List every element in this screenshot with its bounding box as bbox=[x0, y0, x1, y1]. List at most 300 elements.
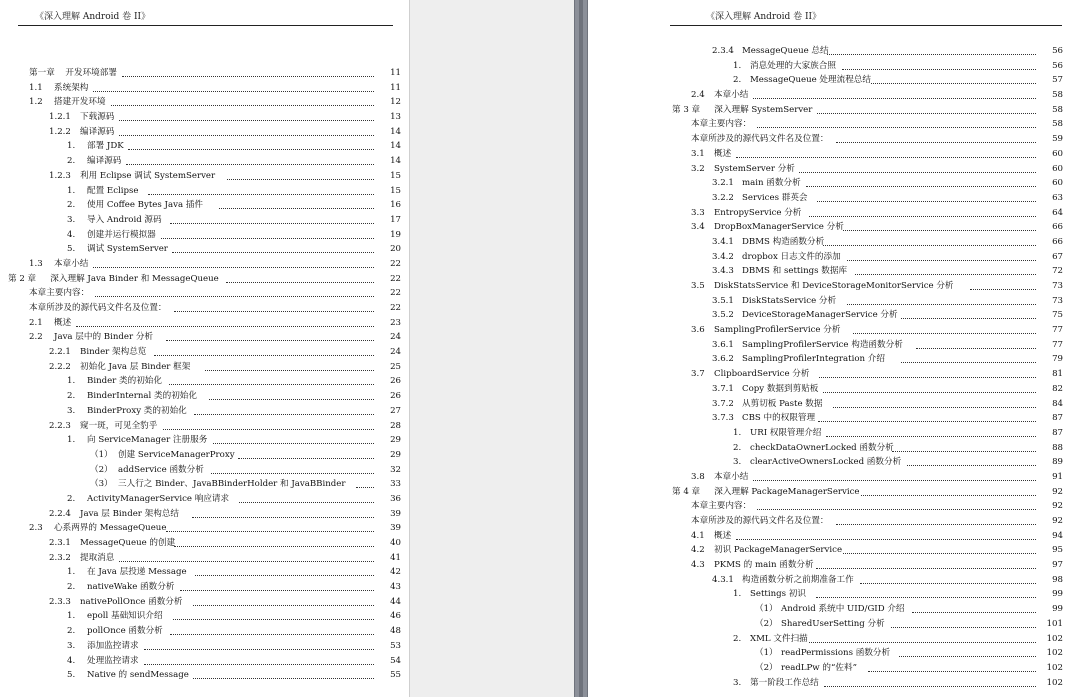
toc-entry-number: 3.2.1 bbox=[712, 178, 734, 189]
toc-entry-title: main 函数分析 bbox=[742, 178, 801, 189]
toc-entry-title: 三人行之 Binder、JavaBBinderHolder 和 JavaBBinder bbox=[118, 479, 346, 490]
toc-entry-number: 第 2 章 bbox=[8, 273, 37, 284]
toc-entry[interactable] bbox=[0, 492, 401, 507]
toc-entry-number: 1.2 bbox=[29, 97, 43, 108]
toc-entry-title: URI 权限管理介绍 bbox=[750, 427, 822, 438]
toc-entry-title: DBMS 和 settings 数据库 bbox=[742, 266, 848, 277]
toc-entry[interactable] bbox=[588, 426, 1063, 441]
toc-entry-page: 36 bbox=[390, 493, 401, 504]
toc-entry[interactable] bbox=[588, 73, 1063, 88]
toc-entry-page: 98 bbox=[1052, 574, 1063, 585]
page-header: 《深入理解 Android 卷 II》 bbox=[706, 12, 822, 22]
toc-entry[interactable] bbox=[588, 587, 1063, 602]
toc-leader-dots bbox=[144, 654, 374, 669]
toc-entry-number: 3.5.2 bbox=[712, 310, 734, 321]
toc-entry[interactable] bbox=[588, 308, 1063, 323]
toc-entry[interactable] bbox=[588, 279, 1063, 294]
toc-entry-page: 55 bbox=[390, 670, 401, 681]
toc-entry-page: 22 bbox=[390, 258, 401, 269]
toc-entry-title: 本章小结 bbox=[54, 258, 89, 269]
toc-entry-page: 26 bbox=[390, 391, 401, 402]
toc-entry-title: 编译源码 bbox=[87, 156, 122, 167]
toc-entry[interactable] bbox=[0, 507, 401, 522]
toc-leader-dots bbox=[205, 360, 374, 375]
toc-entry-number: 2.3.3 bbox=[49, 596, 71, 607]
toc-entry-page: 41 bbox=[390, 552, 401, 563]
toc-leader-dots bbox=[122, 66, 374, 81]
toc-entry-title: Copy 数据到剪贴板 bbox=[742, 383, 819, 394]
toc-entry-number: 3.4.2 bbox=[712, 251, 734, 262]
toc-entry-title: 创建并运行模拟器 bbox=[87, 229, 156, 240]
toc-entry[interactable] bbox=[588, 235, 1063, 250]
toc-entry-number: 3.4.3 bbox=[712, 266, 734, 277]
toc-leader-dots bbox=[823, 382, 1036, 397]
toc-entry[interactable] bbox=[0, 477, 401, 492]
toc-entry[interactable] bbox=[588, 250, 1063, 265]
toc-entry[interactable] bbox=[0, 330, 401, 345]
toc-entry[interactable] bbox=[0, 257, 401, 272]
toc-entry[interactable] bbox=[588, 220, 1063, 235]
toc-leader-dots bbox=[213, 433, 374, 448]
toc-entry-number: 2.4 bbox=[691, 90, 705, 101]
toc-entry-number: 4.3 bbox=[691, 560, 705, 571]
toc-entry-page: 92 bbox=[1052, 486, 1063, 497]
toc-entry-number: 1. bbox=[67, 611, 76, 622]
toc-entry-page: 25 bbox=[390, 361, 401, 372]
toc-entry-page: 17 bbox=[390, 214, 401, 225]
toc-entry-page: 54 bbox=[390, 655, 401, 666]
toc-entry[interactable] bbox=[0, 668, 401, 683]
toc-entry-page: 27 bbox=[390, 405, 401, 416]
toc-leader-dots bbox=[170, 624, 374, 639]
toc-entry[interactable] bbox=[0, 433, 401, 448]
toc-leader-dots bbox=[119, 125, 374, 140]
toc-entry[interactable] bbox=[588, 676, 1063, 691]
toc-entry-number: （1） bbox=[90, 449, 113, 460]
toc-leader-dots bbox=[209, 389, 375, 404]
toc-entry-page: 81 bbox=[1052, 369, 1063, 380]
toc-entry-page: 101 bbox=[1046, 618, 1063, 629]
toc-entry-title: EntropyService 分析 bbox=[714, 207, 802, 218]
toc-entry-number: 2.3.2 bbox=[49, 552, 71, 563]
toc-entry-number: 1. bbox=[67, 141, 76, 152]
toc-entry-title: 概述 bbox=[714, 530, 732, 541]
toc-leader-dots bbox=[227, 169, 374, 184]
toc-entry-title: Binder 架构总览 bbox=[80, 347, 147, 358]
toc-entry-number: （2） bbox=[90, 464, 113, 475]
toc-leader-dots bbox=[128, 139, 374, 154]
toc-entry[interactable] bbox=[0, 536, 401, 551]
toc-entry[interactable] bbox=[588, 558, 1063, 573]
toc-entry[interactable] bbox=[0, 463, 401, 478]
toc-entry[interactable] bbox=[0, 242, 401, 257]
toc-entry-title: 本章小结 bbox=[714, 90, 749, 101]
toc-entry-number: 第 4 章 bbox=[672, 486, 701, 497]
toc-leader-dots bbox=[180, 580, 374, 595]
toc-entry[interactable] bbox=[0, 169, 401, 184]
toc-entry-title: Services 群英会 bbox=[742, 192, 808, 203]
toc-entry[interactable] bbox=[588, 382, 1063, 397]
toc-entry[interactable] bbox=[588, 88, 1063, 103]
toc-entry-title: 处理监控请求 bbox=[87, 655, 139, 666]
toc-leader-dots bbox=[356, 477, 374, 492]
toc-entry-page: 87 bbox=[1052, 413, 1063, 424]
toc-leader-dots bbox=[843, 220, 1036, 235]
toc-entry-title: DiskStatsService 和 DeviceStorageMonitorService 分析 bbox=[714, 281, 954, 291]
toc-entry-page: 58 bbox=[1052, 119, 1063, 130]
toc-entry[interactable] bbox=[0, 565, 401, 580]
toc-entry-title: 本章主要内容： bbox=[691, 501, 752, 512]
toc-entry-page: 22 bbox=[390, 273, 401, 284]
toc-leader-dots bbox=[211, 463, 374, 478]
toc-entry[interactable] bbox=[588, 132, 1063, 147]
toc-entry-page: 15 bbox=[390, 185, 401, 196]
toc-entry-number: 1. bbox=[733, 589, 742, 600]
toc-leader-dots bbox=[174, 536, 374, 551]
toc-entry-page: 97 bbox=[1052, 560, 1063, 571]
toc-entry[interactable] bbox=[0, 198, 401, 213]
toc-entry[interactable] bbox=[0, 404, 401, 419]
toc-entry[interactable] bbox=[588, 44, 1063, 59]
toc-leader-dots bbox=[855, 264, 1036, 279]
toc-leader-dots bbox=[970, 279, 1036, 294]
toc-entry-title: SharedUserSetting 分析 bbox=[781, 618, 885, 629]
header-rule bbox=[670, 25, 1062, 26]
toc-leader-dots bbox=[847, 294, 1036, 309]
toc-entry-title: MessageQueue 总结 bbox=[742, 46, 829, 56]
toc-entry-number: 1. bbox=[67, 567, 76, 578]
toc-entry-page: 102 bbox=[1046, 648, 1063, 659]
toc-entry-page: 28 bbox=[390, 420, 401, 431]
toc-entry[interactable] bbox=[588, 514, 1063, 529]
toc-entry-page: 57 bbox=[1052, 75, 1063, 86]
toc-entry[interactable] bbox=[588, 323, 1063, 338]
toc-entry-title: 第一阶段工作总结 bbox=[750, 677, 819, 688]
toc-entry[interactable] bbox=[0, 110, 401, 125]
toc-entry-title: 开发环境部署 bbox=[65, 68, 117, 78]
toc-entry[interactable] bbox=[0, 521, 401, 536]
toc-entry[interactable] bbox=[0, 184, 401, 199]
toc-entry[interactable] bbox=[0, 228, 401, 243]
toc-entry-number: 1.3 bbox=[29, 258, 43, 269]
toc-entry-page: 39 bbox=[390, 508, 401, 519]
toc-entry-number: 1. bbox=[733, 60, 742, 71]
toc-entry-page: 40 bbox=[390, 538, 401, 548]
toc-entry[interactable] bbox=[588, 617, 1063, 632]
toc-leader-dots bbox=[901, 352, 1036, 367]
toc-leader-dots bbox=[174, 301, 374, 316]
toc-entry[interactable] bbox=[0, 66, 401, 81]
toc-entry-page: 44 bbox=[390, 596, 401, 607]
toc-leader-dots bbox=[817, 103, 1036, 118]
toc-entry-page: 56 bbox=[1052, 60, 1063, 71]
toc-entry-title: 本章小结 bbox=[714, 471, 749, 482]
toc-entry-page: 39 bbox=[390, 523, 401, 534]
toc-entry-page: 60 bbox=[1052, 163, 1063, 174]
toc-entry[interactable] bbox=[0, 139, 401, 154]
toc-entry-number: 2. bbox=[733, 633, 742, 644]
toc-entry-title: Native 的 sendMessage bbox=[87, 670, 189, 681]
toc-entry-title: 初识 PackageManagerService bbox=[714, 545, 843, 556]
toc-entry-number: 3.6.1 bbox=[712, 339, 734, 350]
toc-leader-dots bbox=[860, 573, 1036, 588]
toc-entry[interactable] bbox=[588, 632, 1063, 647]
toc-leader-dots bbox=[192, 507, 374, 522]
toc-entry-number: 4.2 bbox=[691, 545, 705, 556]
toc-leader-dots bbox=[154, 345, 375, 360]
toc-entry[interactable] bbox=[0, 316, 401, 331]
toc-entry[interactable] bbox=[588, 455, 1063, 470]
toc-entry-title: 概述 bbox=[714, 148, 732, 159]
toc-entry[interactable] bbox=[0, 448, 401, 463]
toc-entry-page: 66 bbox=[1052, 222, 1063, 233]
toc-entry[interactable] bbox=[0, 125, 401, 140]
toc-entry-page: 32 bbox=[390, 464, 401, 475]
toc-entry[interactable] bbox=[588, 661, 1063, 676]
toc-entry[interactable] bbox=[588, 441, 1063, 456]
toc-entry[interactable] bbox=[588, 352, 1063, 367]
toc-entry-title: 向 ServiceManager 注册服务 bbox=[87, 435, 208, 446]
toc-entry-title: nativeWake 函数分析 bbox=[87, 582, 175, 593]
toc-entry[interactable] bbox=[588, 397, 1063, 412]
toc-entry[interactable] bbox=[0, 213, 401, 228]
toc-entry-page: 92 bbox=[1052, 516, 1063, 526]
toc-entry[interactable] bbox=[0, 95, 401, 110]
toc-entry-title: epoll 基础知识介绍 bbox=[87, 611, 163, 622]
toc-entry-title: 调试 SystemServer bbox=[87, 244, 168, 255]
toc-entry[interactable] bbox=[588, 117, 1063, 132]
toc-entry-page: 59 bbox=[1052, 134, 1063, 145]
toc-entry-title: 配置 Eclipse bbox=[87, 185, 139, 196]
toc-entry[interactable] bbox=[0, 345, 401, 360]
toc-entry-number: 2.2.4 bbox=[49, 508, 71, 519]
toc-entry-page: 58 bbox=[1052, 104, 1063, 115]
toc-entry-page: 60 bbox=[1052, 148, 1063, 159]
toc-leader-dots bbox=[238, 448, 374, 463]
toc-entry-page: 75 bbox=[1052, 310, 1063, 321]
toc-entry[interactable] bbox=[588, 367, 1063, 382]
toc-entry[interactable] bbox=[588, 485, 1063, 500]
toc-entry-number: 3.5.1 bbox=[712, 295, 734, 306]
toc-entry-page: 63 bbox=[1052, 192, 1063, 203]
toc-entry[interactable] bbox=[0, 360, 401, 375]
toc-entry[interactable] bbox=[588, 543, 1063, 558]
toc-entry[interactable] bbox=[588, 191, 1063, 206]
toc-entry-page: 102 bbox=[1046, 662, 1063, 673]
toc-entry[interactable] bbox=[0, 286, 401, 301]
toc-entry[interactable] bbox=[0, 624, 401, 639]
toc-entry-number: 1. bbox=[67, 185, 76, 196]
toc-entry-title: 本章主要内容： bbox=[691, 119, 752, 130]
toc-leader-dots bbox=[161, 228, 374, 243]
toc-entry-number: 2.2.2 bbox=[49, 361, 71, 372]
toc-entry[interactable] bbox=[0, 580, 401, 595]
toc-entry-page: 20 bbox=[390, 244, 401, 255]
toc-entry-number: 1.2.3 bbox=[49, 170, 71, 181]
toc-entry-number: 2.1 bbox=[29, 317, 43, 328]
toc-entry-number: 3.4.1 bbox=[712, 236, 734, 247]
toc-leader-dots bbox=[93, 257, 374, 272]
toc-entry[interactable] bbox=[588, 529, 1063, 544]
toc-entry-page: 11 bbox=[390, 82, 401, 93]
toc-entry[interactable] bbox=[588, 59, 1063, 74]
toc-entry-title: XML 文件扫描 bbox=[750, 633, 808, 644]
toc-leader-dots bbox=[833, 397, 1036, 412]
toc-entry-number: 3. bbox=[733, 457, 742, 468]
toc-entry[interactable] bbox=[588, 573, 1063, 588]
toc-entry-title: DiskStatsService 分析 bbox=[742, 295, 837, 306]
toc-entry[interactable] bbox=[588, 162, 1063, 177]
toc-entry-title: 导入 Android 源码 bbox=[87, 214, 162, 225]
toc-leader-dots bbox=[173, 609, 374, 624]
toc-entry-number: 2. bbox=[733, 442, 742, 453]
toc-entry-title: 添加监控请求 bbox=[87, 640, 139, 651]
toc-entry-number: 2.2.1 bbox=[49, 347, 71, 358]
toc-entry[interactable] bbox=[0, 595, 401, 610]
toc-leader-dots bbox=[843, 543, 1036, 558]
toc-entry[interactable] bbox=[588, 470, 1063, 485]
toc-leader-dots bbox=[868, 661, 1036, 676]
toc-leader-dots bbox=[119, 551, 374, 566]
toc-leader-dots bbox=[126, 154, 374, 169]
toc-entry-page: 48 bbox=[390, 626, 401, 637]
toc-leader-dots bbox=[816, 558, 1036, 573]
toc-entry-page: 16 bbox=[390, 200, 401, 211]
toc-leader-dots bbox=[193, 668, 374, 683]
toc-entry-page: 29 bbox=[390, 435, 401, 446]
toc-entry-title: 本章主要内容： bbox=[29, 288, 90, 299]
toc-leader-dots bbox=[736, 147, 1036, 162]
toc-entry-number: （1） bbox=[755, 648, 778, 659]
toc-entry[interactable] bbox=[0, 374, 401, 389]
toc-entry-title: Android 系统中 UID/GID 介绍 bbox=[781, 604, 905, 615]
toc-entry[interactable] bbox=[0, 81, 401, 96]
toc-leader-dots bbox=[836, 514, 1036, 529]
toc-leader-dots bbox=[809, 206, 1036, 221]
toc-entry-title: BinderInternal 类的初始化 bbox=[87, 391, 197, 402]
toc-leader-dots bbox=[93, 81, 374, 96]
toc-leader-dots bbox=[916, 338, 1036, 353]
toc-leader-dots bbox=[912, 602, 1036, 617]
toc-entry[interactable] bbox=[0, 609, 401, 624]
toc-entry-number: 2. bbox=[67, 200, 76, 211]
toc-entry-title: 深入理解 PackageManagerService bbox=[714, 486, 860, 497]
toc-entry-title: 提取消息 bbox=[80, 552, 115, 563]
toc-entry-page: 87 bbox=[1052, 427, 1063, 438]
toc-leader-dots bbox=[148, 184, 374, 199]
toc-entry-title: 系统架构 bbox=[54, 82, 89, 93]
toc-entry-title: pollOnce 函数分析 bbox=[87, 626, 163, 637]
toc-entry[interactable] bbox=[588, 206, 1063, 221]
toc-entry[interactable] bbox=[0, 639, 401, 654]
toc-leader-dots bbox=[226, 272, 374, 287]
toc-list bbox=[0, 66, 401, 683]
toc-leader-dots bbox=[166, 330, 374, 345]
toc-entry-number: 1.1 bbox=[29, 82, 43, 93]
toc-entry-page: 94 bbox=[1052, 530, 1063, 541]
toc-entry[interactable] bbox=[588, 646, 1063, 661]
toc-entry[interactable] bbox=[0, 654, 401, 669]
toc-entry-page: 82 bbox=[1052, 383, 1063, 394]
toc-entry-title: Binder 类的初始化 bbox=[87, 376, 162, 387]
toc-leader-dots bbox=[195, 565, 374, 580]
toc-entry[interactable] bbox=[588, 147, 1063, 162]
toc-entry[interactable] bbox=[0, 551, 401, 566]
toc-entry-page: 77 bbox=[1052, 325, 1063, 336]
toc-entry-title: 本章所涉及的源代码文件名及位置： bbox=[691, 516, 829, 526]
toc-entry-number: （1） bbox=[755, 604, 778, 615]
toc-entry[interactable] bbox=[588, 264, 1063, 279]
toc-entry-number: 4.1 bbox=[691, 530, 705, 541]
toc-entry-page: 26 bbox=[390, 376, 401, 387]
toc-leader-dots bbox=[823, 235, 1036, 250]
toc-leader-dots bbox=[861, 485, 1036, 500]
toc-entry-page: 56 bbox=[1052, 46, 1063, 56]
toc-entry-title: 编译源码 bbox=[80, 126, 115, 137]
toc-entry-page: 29 bbox=[390, 449, 401, 460]
toc-entry[interactable] bbox=[0, 154, 401, 169]
toc-entry[interactable] bbox=[588, 103, 1063, 118]
toc-leader-dots bbox=[816, 587, 1036, 602]
toc-entry-number: 3.7 bbox=[691, 369, 705, 380]
toc-entry-page: 60 bbox=[1052, 178, 1063, 189]
toc-entry[interactable] bbox=[588, 294, 1063, 309]
page-header: 《深入理解 Android 卷 II》 bbox=[35, 12, 151, 22]
toc-leader-dots bbox=[163, 419, 374, 434]
toc-entry[interactable] bbox=[588, 499, 1063, 514]
toc-entry-page: 23 bbox=[390, 317, 401, 328]
toc-entry-page: 53 bbox=[390, 640, 401, 651]
toc-leader-dots bbox=[836, 132, 1036, 147]
toc-entry[interactable] bbox=[588, 338, 1063, 353]
toc-entry-page: 14 bbox=[390, 141, 401, 152]
toc-entry[interactable] bbox=[0, 272, 401, 287]
toc-entry[interactable] bbox=[588, 411, 1063, 426]
toc-entry-page: 11 bbox=[390, 68, 401, 78]
toc-leader-dots bbox=[817, 191, 1037, 206]
toc-leader-dots bbox=[847, 250, 1036, 265]
toc-entry-number: 第 3 章 bbox=[672, 104, 701, 115]
toc-entry-number: 3.2 bbox=[691, 163, 705, 174]
page-divider bbox=[574, 0, 588, 697]
toc-entry-page: 99 bbox=[1052, 604, 1063, 615]
toc-entry[interactable] bbox=[0, 419, 401, 434]
toc-entry-title: SystemServer 分析 bbox=[714, 163, 795, 174]
toc-entry-page: 64 bbox=[1052, 207, 1063, 218]
toc-entry-title: MessageQueue 的创建 bbox=[80, 538, 176, 548]
toc-entry-number: 5. bbox=[67, 244, 76, 255]
toc-entry-number: 3. bbox=[733, 677, 742, 688]
toc-leader-dots bbox=[827, 44, 1036, 59]
toc-entry-number: 3.7.3 bbox=[712, 413, 734, 424]
toc-entry-number: 3.5 bbox=[691, 281, 705, 291]
toc-entry[interactable] bbox=[588, 602, 1063, 617]
toc-entry[interactable] bbox=[0, 301, 401, 316]
toc-entry-title: Java 层 Binder 架构总结 bbox=[80, 508, 180, 519]
toc-entry-number: 2. bbox=[67, 391, 76, 402]
toc-leader-dots bbox=[736, 529, 1036, 544]
toc-entry-number: 2.3.1 bbox=[49, 538, 71, 548]
toc-leader-dots bbox=[119, 110, 374, 125]
toc-entry-page: 24 bbox=[390, 332, 401, 343]
header-rule bbox=[18, 25, 393, 26]
toc-entry[interactable] bbox=[588, 176, 1063, 191]
toc-entry-number: 3.2.2 bbox=[712, 192, 734, 203]
toc-entry[interactable] bbox=[0, 389, 401, 404]
toc-leader-dots bbox=[193, 595, 374, 610]
toc-entry-title: 窥一斑，可见全豹乎 bbox=[80, 420, 158, 431]
toc-entry-title: 本章所涉及的源代码文件名及位置： bbox=[29, 303, 167, 313]
